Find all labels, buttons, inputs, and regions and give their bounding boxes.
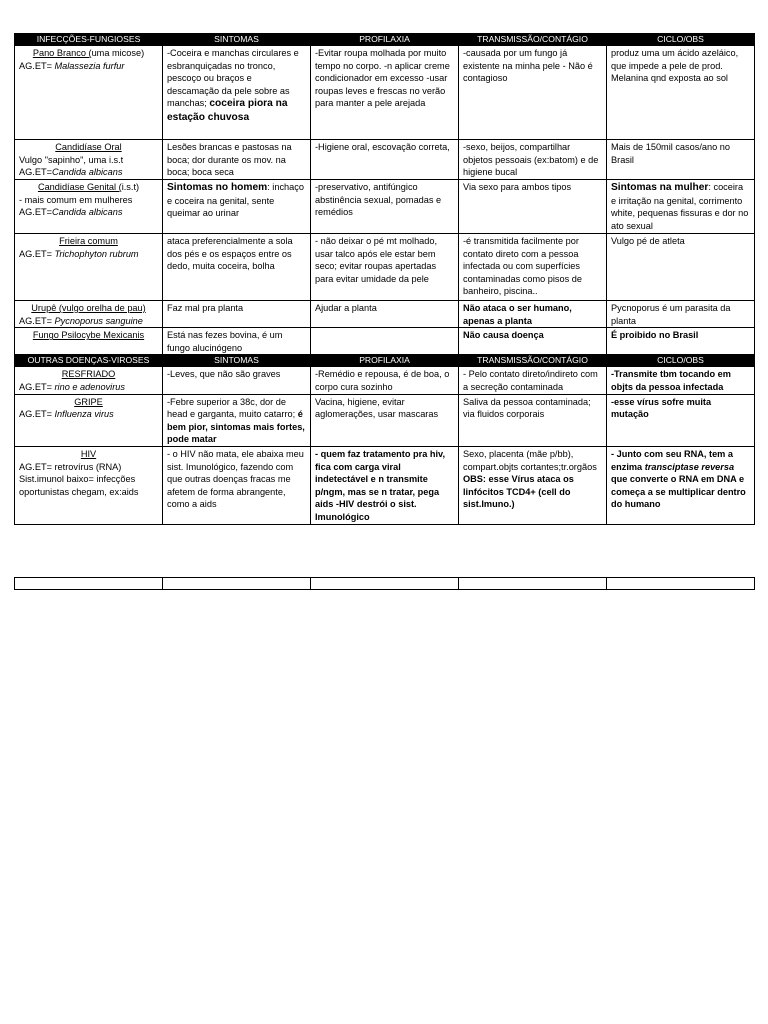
obs-cell: produz uma um ácido azeláico, que impede a pele de prod. Melanina qnd exposta ao sol <box>607 46 755 140</box>
obs-cell: Vulgo pé de atleta <box>607 234 755 301</box>
sintomas-cell: Faz mal pra planta <box>163 301 311 328</box>
transmissao-cell: Não causa doença <box>459 328 607 355</box>
header-cell: INFECÇÕES-FUNGIOSES <box>15 34 163 46</box>
disease-name: Pano Branco ( <box>32 48 92 58</box>
disease-name: GRIPE <box>74 396 103 407</box>
table-row <box>15 394 755 446</box>
transmissao-cell: -é transmitida facilmente por contato direto com a pessoa infectada ou com superfícies contaminadas como pisos de banheiro, piscina.. <box>459 234 607 301</box>
disease-name: Candidíase Oral <box>55 142 122 152</box>
disease-name: HIV <box>80 448 97 459</box>
disease-name: Candidíase Genital ( <box>37 182 122 192</box>
empty-cell <box>163 578 311 590</box>
sintomas-cell: - o HIV não mata, ele abaixa meu sist. Imunológico, fazendo com que outras doenças fracas me afetem de forma abrangente, como a aids <box>163 446 311 524</box>
profilaxia-cell <box>311 328 459 355</box>
transmissao-cell: Via sexo para ambos tipos <box>459 180 607 234</box>
table-row <box>15 446 755 524</box>
header-cell: TRANSMISSÃO/CONTÁGIO <box>459 355 607 367</box>
disease-name-cell: Urupê (vulgo orelha de pau) AG.ET= Pycnoporus sanguine <box>15 301 163 328</box>
obs-cell: Mais de 150mil casos/ano no Brasil <box>607 140 755 180</box>
profilaxia-cell: -Evitar roupa molhada por muito tempo no corpo. -n aplicar creme condicionador em excesso -usar roupas leves e frescas no verão para manter a pele arejada <box>311 46 459 140</box>
sintomas-cell: Sintomas no homem: inchaço e coceira na genital, sente queimar ao urinar <box>163 180 311 234</box>
table-row <box>15 180 755 234</box>
header-cell: TRANSMISSÃO/CONTÁGIO <box>459 34 607 46</box>
disease-name-cell: Pano Branco (uma micose) AG.ET= Malassezia furfur <box>15 46 163 140</box>
table-row <box>15 367 755 394</box>
profilaxia-cell: -preservativo, antifúngico abstinência sexual, pomadas e remédios <box>311 180 459 234</box>
disease-name: Frieira comum <box>59 236 118 246</box>
transmissao-cell: -causada por um fungo já existente na minha pele - Não é contagioso <box>459 46 607 140</box>
disease-name-cell: Candidíase Genital (i.s.t) - mais comum em mulheres AG.ET=Candida albicans <box>15 180 163 234</box>
obs-cell: -esse vírus sofre muita mutação <box>607 394 755 446</box>
agent-name: Trichophyton rubrum <box>54 248 139 259</box>
transmissao-cell: Não ataca o ser humano, apenas a planta <box>459 301 607 328</box>
table-row <box>15 234 755 301</box>
header-cell: CICLO/OBS <box>607 355 755 367</box>
profilaxia-cell: - não deixar o pé mt molhado, usar talco após ele estar bem seco; evitar roupas apertadas para evitar umidade da pele <box>311 234 459 301</box>
agent-name: Candida albicans <box>51 167 123 178</box>
empty-table-row <box>14 577 755 590</box>
obs-cell: -Transmite tbm tocando em objts da pessoa infectada <box>607 367 755 394</box>
table-row <box>15 328 755 355</box>
header-cell: OUTRAS DOENÇAS-VIROSES <box>15 355 163 367</box>
sintomas-cell: Está nas fezes bovina, é um fungo alucinógeno <box>163 328 311 355</box>
disease-name-cell: Frieira comum AG.ET= Trichophyton rubrum <box>15 234 163 301</box>
disease-name-cell <box>15 328 163 355</box>
sintomas-cell: -Leves, que não são graves <box>163 367 311 394</box>
agent-name: rino e adenovirus <box>54 381 125 392</box>
sintomas-cell: -Coceira e manchas circulares e esbranquiçadas no tronco, pescoço ou braços e descamação da pele sobre as manchas; coceira piora na estação chuvosa <box>163 46 311 140</box>
sintomas-cell: ataca preferencialmente a sola dos pés e os espaços entre os dedo, muita coceira, bolha <box>163 234 311 301</box>
transmissao-cell: Saliva da pessoa contaminada; via fluidos corporais <box>459 394 607 446</box>
transmissao-cell: -sexo, beijos, compartilhar objetos pessoais (ex:batom) e de higiene bucal <box>459 140 607 180</box>
obs-cell: - Junto com seu RNA, tem a enzima transciptase reversa que converte o RNA em DNA e começa a se multiplicar dentro do humano <box>607 446 755 524</box>
header-cell: PROFILAXIA <box>311 34 459 46</box>
disease-table <box>14 33 755 525</box>
header-cell: SINTOMAS <box>163 34 311 46</box>
table-row <box>15 46 755 140</box>
empty-cell <box>15 578 163 590</box>
table-row <box>15 140 755 180</box>
disease-name-cell: Candidíase Oral Vulgo "sapinho", uma i.s.t AG.ET=Candida albicans <box>15 140 163 180</box>
disease-name-cell: HIV AG.ET= retrovírus (RNA) Sist.imunol baixo= infecções oportunistas chegam, ex:aids <box>15 446 163 524</box>
table-row <box>15 301 755 328</box>
header-cell: SINTOMAS <box>163 355 311 367</box>
transmissao-cell: Sexo, placenta (mãe p/bb), compart.objts cortantes;tr.orgãos OBS: esse Vírus ataca os linfócitos TCD4+ (cell do sist.Imuno.) <box>459 446 607 524</box>
obs-cell: É proibido no Brasil <box>607 328 755 355</box>
profilaxia-cell: -Remédio e repousa, é de boa, o corpo cura sozinho <box>311 367 459 394</box>
header-cell: CICLO/OBS <box>607 34 755 46</box>
disease-name-cell: GRIPE AG.ET= Influenza virus <box>15 394 163 446</box>
transmissao-cell: - Pelo contato direto/indireto com a secreção contaminada <box>459 367 607 394</box>
sintomas-cell: -Febre superior a 38c, dor de head e garganta, muito catarro; é bem pior, sintomas mais fortes, pode matar <box>163 394 311 446</box>
header-cell: PROFILAXIA <box>311 355 459 367</box>
header-row-virus <box>15 355 755 367</box>
agent-name: Candida albicans <box>51 207 123 218</box>
profilaxia-cell: -Higiene oral, escovação correta, <box>311 140 459 180</box>
sintomas-cell: Lesões brancas e pastosas na boca; dor durante os mov. na boca; boca seca <box>163 140 311 180</box>
agent-name: Influenza virus <box>54 409 114 420</box>
profilaxia-cell: Vacina, higiene, evitar aglomerações, usar mascaras <box>311 394 459 446</box>
header-row-fungi <box>15 34 755 46</box>
obs-cell: Sintomas na mulher: coceira e irritação na genital, corrimento white, pequenas fissuras e dor no ato sexual <box>607 180 755 234</box>
profilaxia-cell: Ajudar a planta <box>311 301 459 328</box>
disease-name: RESFRIADO <box>61 369 116 380</box>
table-row <box>15 578 755 590</box>
empty-cell <box>607 578 755 590</box>
empty-cell <box>459 578 607 590</box>
disease-name: Urupê (vulgo orelha de pau) <box>31 303 146 313</box>
profilaxia-cell: - quem faz tratamento pra hiv, fica com carga viral indetectável e n transmite p/ngm, mas se n tratar, pega aids -HIV destrói o sist. Imunológico <box>311 446 459 524</box>
disease-name: Fungo Psilocybe Mexicanis <box>32 330 145 341</box>
disease-name-cell: RESFRIADO AG.ET= rino e adenovirus <box>15 367 163 394</box>
empty-cell <box>311 578 459 590</box>
obs-cell: Pycnoporus é um parasita da planta <box>607 301 755 328</box>
agent-name: Malassezia furfur <box>54 60 125 71</box>
agent-name: Pycnoporus sanguine <box>54 315 143 326</box>
